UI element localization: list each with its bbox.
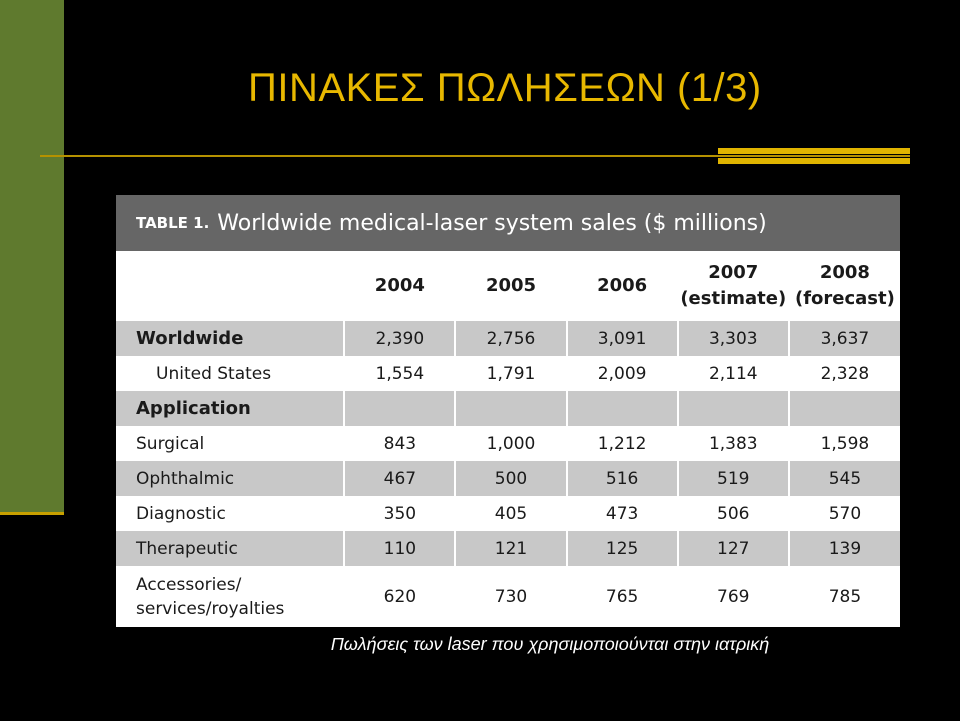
row-label: Accessories/ services/royalties xyxy=(116,566,344,627)
table-cell: 730 xyxy=(455,566,566,627)
table-row-ophthalmic xyxy=(116,461,900,496)
table-cell: 467 xyxy=(344,461,455,496)
table-cell: 473 xyxy=(567,496,678,531)
table-row-application xyxy=(116,391,900,426)
table-cell xyxy=(567,391,678,426)
table-row-surgical xyxy=(116,426,900,461)
table-label: TABLE 1. xyxy=(136,214,210,232)
row-label: Ophthalmic xyxy=(116,461,344,496)
table-cell xyxy=(455,391,566,426)
table-cell: 765 xyxy=(567,566,678,627)
accent-bar-top xyxy=(718,148,910,154)
table-cell: 3,303 xyxy=(678,321,789,356)
column-header-2004: 2004 xyxy=(344,251,455,321)
table-header xyxy=(116,195,900,251)
row-label: United States xyxy=(116,356,344,391)
table-cell: 769 xyxy=(678,566,789,627)
table-cell: 127 xyxy=(678,531,789,566)
table-cell: 121 xyxy=(455,531,566,566)
title-accent-bars xyxy=(718,148,910,168)
row-label: Diagnostic xyxy=(116,496,344,531)
table-cell: 1,000 xyxy=(455,426,566,461)
row-label: Application xyxy=(116,391,344,426)
table-row-diagnostic xyxy=(116,496,900,531)
table-column-headers xyxy=(116,251,900,321)
table-cell xyxy=(678,391,789,426)
column-header-label xyxy=(116,251,344,321)
table-cell: 3,091 xyxy=(567,321,678,356)
table-cell: 843 xyxy=(344,426,455,461)
slide-caption: Πωλήσεις των laser που χρησιμοποιούνται στην ιατρική xyxy=(330,634,770,654)
row-label: Therapeutic xyxy=(116,531,344,566)
row-label: Surgical xyxy=(116,426,344,461)
table-cell: 350 xyxy=(344,496,455,531)
table-cell xyxy=(789,391,900,426)
table-row-accessories xyxy=(116,566,900,627)
sales-table xyxy=(116,251,900,627)
table-cell: 2,328 xyxy=(789,356,900,391)
accent-bar-bottom xyxy=(718,158,910,164)
table-cell: 1,212 xyxy=(567,426,678,461)
slide-title: ΠΙΝΑΚΕΣ ΠΩΛΗΣΕΩΝ (1/3) xyxy=(248,66,762,110)
table-cell: 785 xyxy=(789,566,900,627)
table-cell: 139 xyxy=(789,531,900,566)
sidebar-accent-bar xyxy=(0,0,64,515)
table-title: Worldwide medical-laser system sales ($ millions) xyxy=(217,210,767,236)
table-row-united-states xyxy=(116,356,900,391)
row-label: Worldwide xyxy=(116,321,344,356)
table-cell: 125 xyxy=(567,531,678,566)
table-cell: 1,791 xyxy=(455,356,566,391)
column-header-2007: 2007 (estimate) xyxy=(678,251,789,321)
column-header-2008: 2008 (forecast) xyxy=(789,251,900,321)
table-cell: 500 xyxy=(455,461,566,496)
table-cell: 516 xyxy=(567,461,678,496)
column-header-2005: 2005 xyxy=(455,251,566,321)
table-cell: 110 xyxy=(344,531,455,566)
table-cell xyxy=(344,391,455,426)
table-cell: 519 xyxy=(678,461,789,496)
table-cell: 1,598 xyxy=(789,426,900,461)
sales-table-image xyxy=(116,195,900,626)
table-cell: 570 xyxy=(789,496,900,531)
table-cell: 405 xyxy=(455,496,566,531)
table-cell: 506 xyxy=(678,496,789,531)
table-cell: 2,390 xyxy=(344,321,455,356)
column-header-2006: 2006 xyxy=(567,251,678,321)
table-cell: 1,554 xyxy=(344,356,455,391)
table-row-therapeutic xyxy=(116,531,900,566)
table-cell: 2,114 xyxy=(678,356,789,391)
table-cell: 3,637 xyxy=(789,321,900,356)
table-row-worldwide xyxy=(116,321,900,356)
table-cell: 1,383 xyxy=(678,426,789,461)
table-cell: 620 xyxy=(344,566,455,627)
table-cell: 545 xyxy=(789,461,900,496)
table-cell: 2,756 xyxy=(455,321,566,356)
table-cell: 2,009 xyxy=(567,356,678,391)
